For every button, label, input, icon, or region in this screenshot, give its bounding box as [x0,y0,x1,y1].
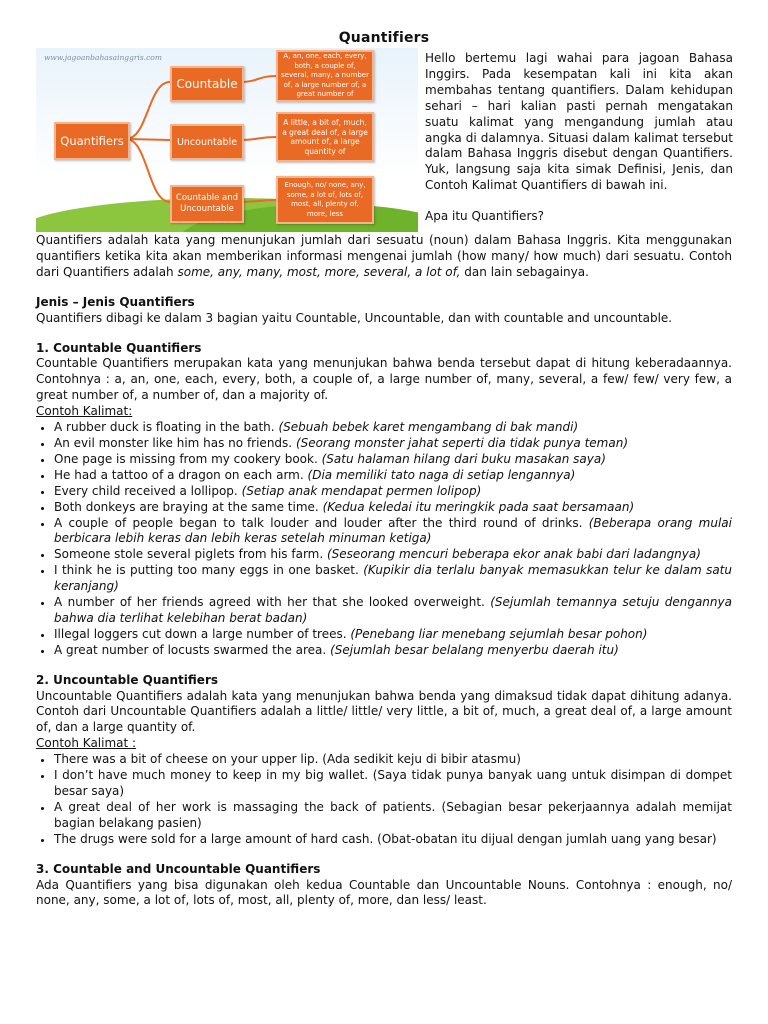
list-item: • A number of her friends agreed with her that she looked overweight. (Sejumlah temannya setuju dengannya bahwa dia terlihat kelebihan berat badan) [54,595,732,627]
countable-examples-list [36,420,732,659]
both-heading: 3. Countable and Uncountable Quantifiers [36,861,321,876]
countable-examples-label: Contoh Kalimat: [36,404,133,419]
list-item: • Someone stole several piglets from his farm. (Seseorang mencuri beberapa ekor anak babi dari ladangnya) [54,547,732,563]
intro-column [425,51,733,225]
list-item: • A rubber duck is floating in the bath. (Sebuah bebek karet mengambang di bak mandi) [54,420,732,436]
definition-paragraph [36,233,732,281]
uncountable-examples-label: Contoh Kalimat : [36,736,137,751]
diagram-leaf-uncountable: A little, a bit of, much, a great deal of, a large amount of, a large quantity of [276,112,374,162]
diagram-node-uncountable: Uncountable [170,124,244,160]
diagram-leaf-both: Enough, no/ none, any, some, a lot of, lots of, most, all, plenty of, more, less [276,176,374,224]
definition-text: Quantifiers adalah kata yang menunjukan jumlah dari sesuatu (noun) dalam Bahasa Inggris. Kita menggunakan quantifiers ketika kita akan memberikan informasi mengenai jumlah (how many/ how much) dari sesuatu. Contoh dari Quantifiers adalah [36,233,732,279]
list-item: • There was a bit of cheese on your upper lip. (Ada sedikit keju di bibir atasmu) [54,752,732,768]
list-item: • One page is missing from my cookery book. (Satu halaman hilang dari buku masakan saya) [54,452,732,468]
intro-paragraph: Hello bertemu lagi wahai para jagoan Bahasa Inggirs. Pada kesempatan kali ini kita akan membahas tentang quantifiers. Dalam kehidupan sehari – hari kalian pasti pernah mengatakan suatu kalimat yang mengandung jumlah atau angka di dalamnya. Situasi dalam kalimat tersebut dalam Bahasa Inggris disebut dengan Quantifiers. Yuk, langsung saja kita simak Definisi, Jenis, dan Contoh Kalimat Quantifiers di bawah ini. [425,51,733,193]
uncountable-examples-list [36,752,732,847]
list-item: • A great deal of her work is massaging the back of patients. (Sebagian besar pekerjaannya adalah memijat bagian belakang pasien) [54,800,732,832]
diagram-node-both: Countable and Uncountable [170,185,244,223]
types-heading: Jenis – Jenis Quantifiers [36,294,195,309]
list-item: • An evil monster like him has no friends. (Seorang monster jahat seperti dia tidak punya teman) [54,436,732,452]
countable-paragraph: Countable Quantifiers merupakan kata yang menunjukan bahwa benda tersebut dapat di hitung keberadaannya. Contohnya : a, an, one, each, every, both, a couple of, a large number of, many, several, a few/ few/ very few, a great number of, a number of, dan a majority of. [36,356,732,403]
list-item: • I don’t have much money to keep in my big wallet. (Saya tidak punya banyak uang untuk disimpan di dompet besar saya) [54,768,732,800]
diagram-watermark: www.jagoanbahasainggris.com [44,53,162,62]
intro-question: Apa itu Quantifiers? [425,209,544,224]
list-item: • Every child received a lollipop. (Setiap anak mendapat permen lolipop) [54,484,732,500]
uncountable-heading: 2. Uncountable Quantifiers [36,672,218,687]
article-body [36,233,732,909]
countable-heading: 1. Countable Quantifiers [36,340,202,355]
list-item: • He had a tattoo of a dragon on each arm. (Dia memiliki tato naga di setiap lengannya) [54,468,732,484]
both-paragraph: Ada Quantifiers yang bisa digunakan oleh kedua Countable dan Uncountable Nouns. Contohnya : enough, no/ none, any, some, a lot of, lots of, most, all, plenty of, more, dan less/ least. [36,877,732,908]
list-item: • I think he is putting too many eggs in one basket. (Kupikir dia terlalu banyak memasukkan telur ke dalam satu keranjang) [54,563,732,595]
list-item: • Both donkeys are braying at the same time. (Kedua keledai itu meringkik pada saat bersamaan) [54,500,732,516]
diagram-node-countable: Countable [170,66,244,102]
list-item: • Illegal loggers cut down a large number of trees. (Penebang liar menebang sejumlah besar pohon) [54,627,732,643]
list-item: • The drugs were sold for a large amount of hard cash. (Obat-obatan itu dijual dengan jumlah uang yang besar) [54,832,732,848]
types-paragraph: Quantifiers dibagi ke dalam 3 bagian yaitu Countable, Uncountable, dan with countable and uncountable. [36,310,673,325]
diagram-leaf-countable: A, an, one, each, every, both, a couple of, several, many, a number of, a large number of, a great number of [276,50,374,102]
list-item: • A great number of locusts swarmed the area. (Sejumlah besar belalang menyerbu daerah itu) [54,643,732,659]
page-title: Quantifiers [338,30,430,46]
definition-tail: dan lain sebagainya. [460,264,589,279]
list-item: • A couple of people began to talk louder and louder after the third round of drinks. (Beberapa orang mulai berbicara lebih keras dan lebih keras setelah minuman ketiga) [54,516,732,548]
uncountable-paragraph: Uncountable Quantifiers adalah kata yang menunjukan bahwa benda yang dimaksud tidak dapat dihitung adanya. Contoh dari Uncountable Quantifiers adalah a little/ little/ very little, a bit of, much, a great deal of, a large amount of, dan a large quantity of. [36,688,732,735]
quantifiers-diagram [36,48,418,232]
definition-examples: some, any, many, most, more, several, a lot of, [177,264,461,279]
diagram-root-node: Quantifiers [54,122,130,160]
